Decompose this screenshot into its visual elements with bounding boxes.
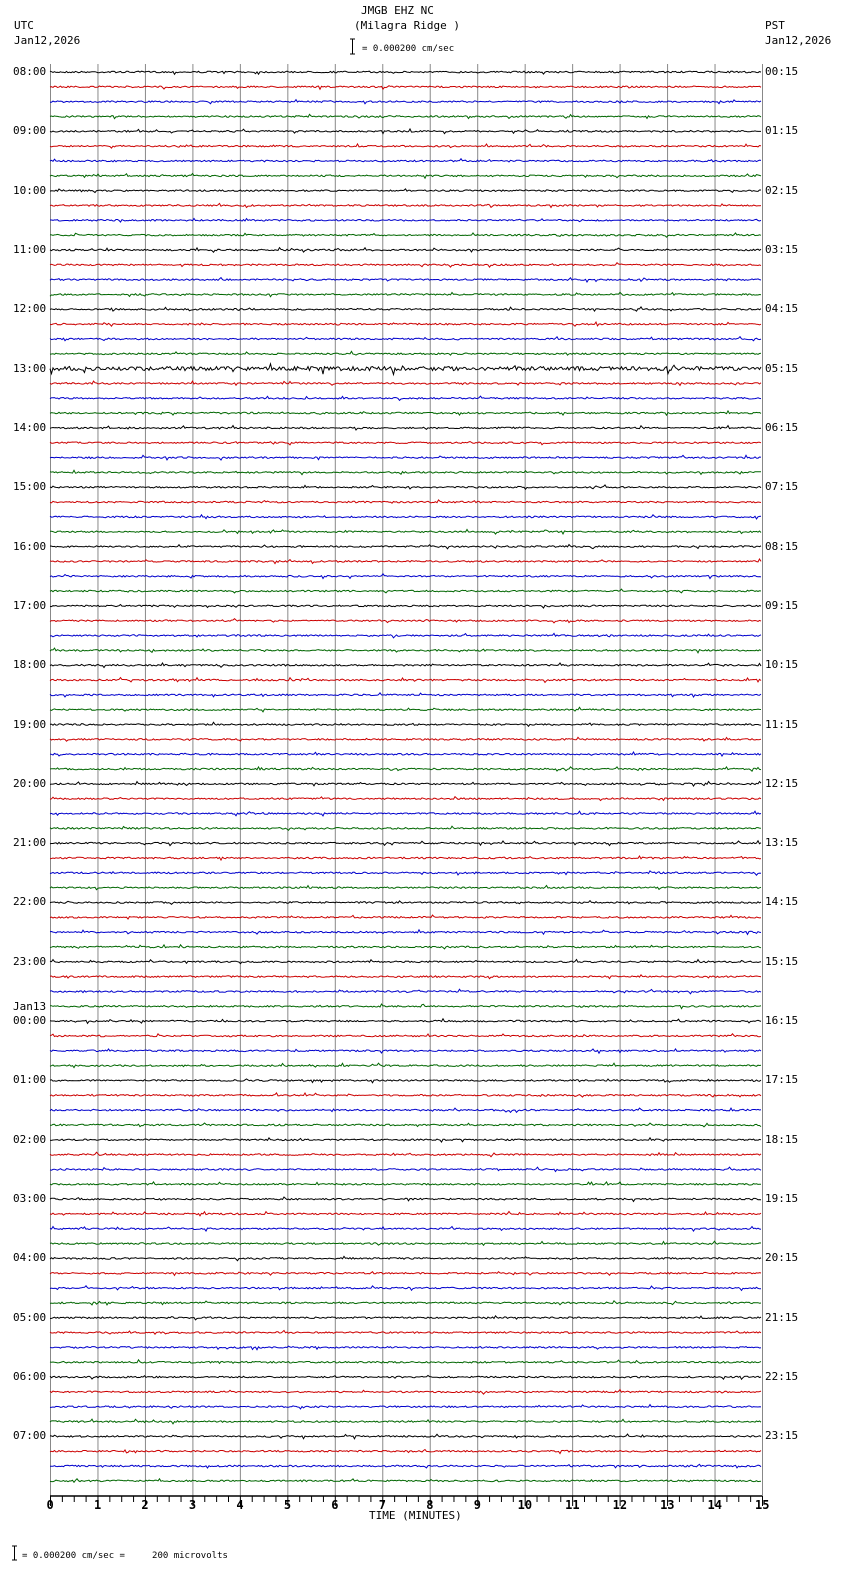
left-date: Jan12,2026 [14,34,81,47]
trace-70 [50,1108,761,1112]
trace-88 [50,1375,761,1379]
trace-72 [50,1138,761,1142]
trace-47 [50,767,761,771]
utc-hour-label: 22:00 [13,895,47,909]
trace-80 [50,1256,761,1260]
pst-hour-label: 23:15 [765,1429,799,1443]
utc-hour-label: 14:00 [13,420,47,434]
trace-78 [50,1227,761,1232]
trace-14 [50,278,761,282]
trace-85 [50,1331,761,1335]
pst-hour-label: 05:15 [765,361,799,375]
trace-62 [50,989,761,994]
trace-11 [50,233,761,237]
trace-38 [50,633,761,637]
trace-3 [50,114,761,118]
x-tick-label: 12 [612,1498,628,1512]
trace-60 [50,960,761,964]
trace-48 [50,782,761,787]
trace-22 [50,396,761,400]
pst-hour-label: 01:15 [765,124,799,138]
right-date: Jan12,2026 [765,34,832,47]
station-name: (Milagra Ridge ) [354,19,460,32]
x-tick-label: 15 [755,1498,770,1512]
pst-hour-label: 21:15 [765,1310,799,1324]
pst-hour-label: 00:15 [765,65,799,78]
trace-7 [50,174,761,179]
trace-84 [50,1316,761,1320]
trace-68 [50,1079,761,1083]
trace-76 [50,1197,761,1201]
trace-52 [50,841,761,846]
pst-hour-label: 08:15 [765,539,799,553]
trace-63 [50,1004,761,1009]
trace-86 [50,1346,761,1350]
trace-59 [50,945,761,949]
trace-33 [50,559,761,564]
utc-hour-label: 12:00 [13,302,47,316]
trace-49 [50,797,761,801]
trace-77 [50,1212,761,1216]
trace-51 [50,826,761,830]
utc-hour-label: 04:00 [13,1251,47,1265]
utc-hour-label: 15:00 [13,480,47,494]
pst-hour-label: 16:15 [765,1014,799,1028]
pst-hour-label: 14:15 [765,895,799,909]
station-title: JMGB EHZ NC [361,4,434,17]
pst-hour-label: 13:15 [765,836,799,850]
trace-69 [50,1093,761,1097]
trace-5 [50,144,761,148]
trace-24 [50,426,761,430]
utc-hour-label: 02:00 [13,1132,47,1146]
utc-hour-label: 16:00 [13,539,47,553]
trace-39 [50,648,761,653]
utc-hour-label: 07:00 [13,1429,47,1443]
pst-hour-label: 09:15 [765,598,799,612]
trace-57 [50,915,761,919]
pst-hour-label: 06:15 [765,420,799,434]
trace-19 [50,351,761,355]
trace-50 [50,811,761,816]
trace-30 [50,515,761,519]
x-tick-label: 4 [236,1498,244,1512]
trace-64 [50,1019,761,1024]
x-tick-label: 10 [517,1498,533,1512]
trace-71 [50,1123,761,1127]
trace-87 [50,1360,761,1364]
trace-32 [50,545,761,549]
utc-hour-label: 11:00 [13,242,47,256]
trace-65 [50,1034,761,1037]
trace-10 [50,219,761,223]
pst-hour-label: 07:15 [765,480,799,494]
right-timezone: PST [765,19,785,32]
pst-hour-label: 10:15 [765,658,799,672]
pst-hour-label: 04:15 [765,302,799,316]
utc-hour-label: 17:00 [13,598,47,612]
trace-29 [50,500,761,503]
trace-42 [50,693,761,697]
pst-hour-label: 15:15 [765,954,799,968]
footer-scale-bar-icon [12,1546,17,1560]
utc-hour-label: 01:00 [13,1073,47,1087]
trace-82 [50,1286,761,1291]
utc-hour-label: 21:00 [13,836,47,850]
trace-45 [50,737,761,741]
scale-bar-icon [350,39,355,54]
trace-40 [50,663,761,668]
utc-hour-label: 09:00 [13,124,47,138]
trace-21 [50,381,761,385]
pst-hour-label: 19:15 [765,1192,799,1206]
utc-hour-label: 08:00 [13,65,47,78]
trace-53 [50,856,761,860]
trace-18 [50,337,761,341]
trace-34 [50,574,761,579]
x-tick-label: 8 [426,1498,434,1512]
pst-hour-label: 03:15 [765,242,799,256]
trace-0 [50,71,761,74]
trace-74 [50,1167,761,1171]
trace-79 [50,1241,761,1245]
trace-41 [50,678,761,683]
x-tick-label: 9 [473,1498,481,1512]
pst-hour-label: 20:15 [765,1251,799,1265]
x-tick-label: 6 [331,1498,339,1512]
utc-hour-label: 20:00 [13,776,47,790]
trace-91 [50,1419,761,1424]
trace-4 [50,129,761,134]
pst-hour-label: 22:15 [765,1370,799,1384]
trace-66 [50,1049,761,1053]
utc-hour-label: 23:00 [13,954,47,968]
x-tick-label: 5 [283,1498,292,1512]
trace-67 [50,1063,761,1067]
trace-44 [50,722,761,726]
trace-93 [50,1450,761,1454]
utc-hour-label: 18:00 [13,658,47,672]
trace-54 [50,871,761,875]
trace-92 [50,1434,761,1439]
utc-hour-label: 00:00 [13,1014,47,1028]
trace-43 [50,707,761,712]
trace-2 [50,100,761,104]
pst-hour-label: 12:15 [765,776,799,790]
x-tick-label: 7 [378,1498,386,1512]
trace-75 [50,1182,761,1185]
trace-81 [50,1272,761,1276]
trace-17 [50,322,761,326]
x-tick-label: 0 [46,1498,54,1512]
trace-61 [50,975,761,979]
trace-1 [50,86,761,90]
trace-37 [50,619,761,623]
trace-46 [50,752,761,756]
trace-58 [50,930,761,935]
trace-28 [50,485,761,489]
trace-94 [50,1464,761,1468]
trace-25 [50,442,761,445]
trace-36 [50,605,761,609]
x-tick-label: 3 [188,1498,197,1512]
left-timezone: UTC [14,19,34,32]
utc-hour-label: 13:00 [13,361,47,375]
trace-27 [50,470,761,474]
trace-31 [50,530,761,535]
scale-label: = 0.000200 cm/sec [362,44,455,54]
x-tick-label: 14 [707,1498,722,1512]
trace-15 [50,292,761,296]
trace-12 [50,248,761,253]
trace-56 [50,901,761,905]
utc-hour-label: 05:00 [13,1310,47,1324]
pst-hour-label: 11:15 [765,717,799,731]
trace-90 [50,1405,761,1409]
pst-hour-label: 02:15 [765,183,799,197]
utc-hour-label: 10:00 [13,183,47,197]
trace-23 [50,411,761,415]
trace-13 [50,263,761,267]
x-tick-label: 11 [565,1498,580,1512]
utc-hour-label: 19:00 [13,717,47,731]
pst-hour-label: 18:15 [765,1132,799,1146]
trace-55 [50,886,761,890]
trace-6 [50,159,761,162]
utc-hour-label: 06:00 [13,1370,47,1384]
x-tick-label: 13 [660,1498,675,1512]
x-axis-label: TIME (MINUTES) [369,1509,462,1522]
utc-hour-label: 03:00 [13,1192,47,1206]
trace-89 [50,1390,761,1395]
trace-20 [50,364,761,375]
trace-8 [50,189,761,193]
trace-16 [50,307,761,311]
pst-hour-label: 17:15 [765,1073,799,1087]
footer-scale: = 0.000200 cm/sec = 200 microvolts [22,1551,228,1561]
trace-73 [50,1152,761,1156]
trace-95 [50,1479,761,1483]
day-change-label: Jan13 [13,1000,47,1014]
x-tick-label: 1 [93,1498,102,1512]
trace-9 [50,203,761,207]
x-tick-label: 2 [141,1498,149,1512]
trace-35 [50,589,761,593]
trace-26 [50,455,761,460]
trace-83 [50,1301,761,1305]
